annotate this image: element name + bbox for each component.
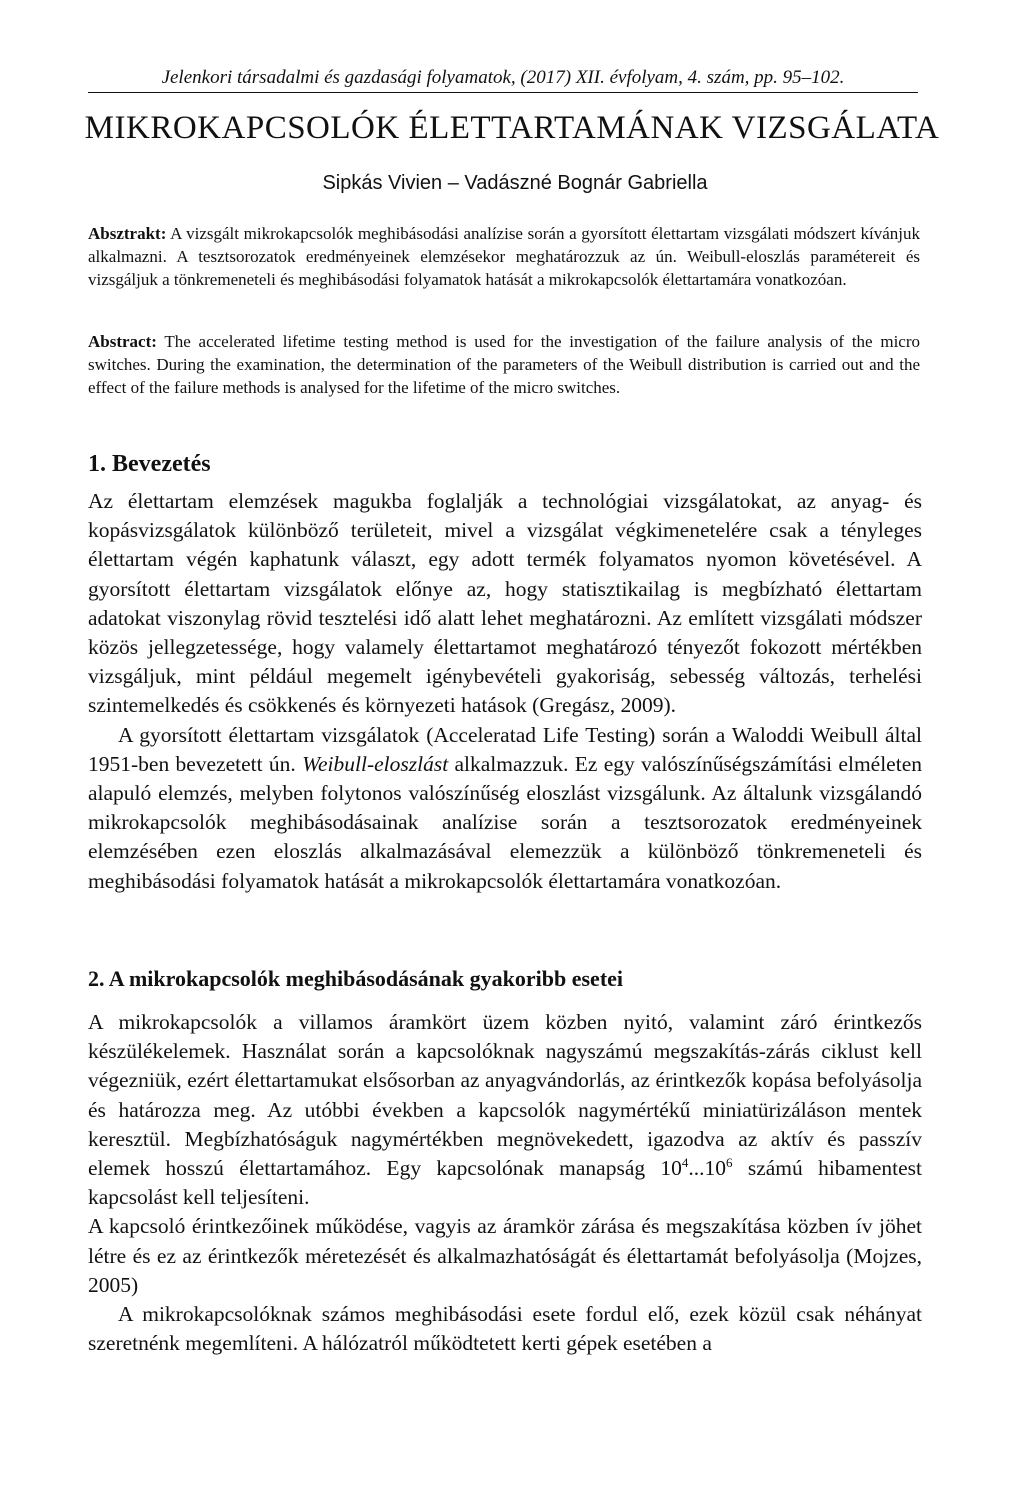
section-2-paragraph-1 — [88, 1008, 922, 1212]
weibull-term: Weibull-eloszlást — [302, 751, 449, 776]
section-2-body — [88, 1008, 922, 1358]
abstract-hungarian — [88, 222, 920, 291]
section-1-paragraph-2 — [88, 721, 922, 896]
section-2-p1-end: számú hibamentest kapcsolást kell teljesíteni. — [88, 1156, 922, 1210]
article-title: MIKROKAPCSOLÓK ÉLETTARTAMÁNAK VIZSGÁLATA — [84, 110, 940, 146]
range-ellipsis: ... — [688, 1156, 705, 1181]
abstract-en-label: Abstract: — [88, 332, 157, 351]
author-line: Sipkás Vivien – Vadászné Bognár Gabriella — [322, 172, 708, 194]
running-header: Jelenkori társadalmi és gazdasági folyamatok, (2017) XII. évfolyam, 4. szám, pp. 95–102. — [88, 66, 918, 93]
section-1-p2-end: alkalmazzuk. Ez egy valószínűségszámítási elméleten alapuló elemzés, melyben folytonos valószínűség eloszlást vizsgálunk. Az általunk vizsgálandó mikrokapcsolók meghibásodásainak analízise során a tesztsorozatok eredményeinek elemzésében ezen eloszlás alkalmazásával elemezzük a különböző tönkremeneteli és meghibásodási folyamatok hatását a mikrokapcsolók élettartamára vonatkozóan. — [88, 751, 922, 893]
abstract-hu-label: Absztrakt: — [88, 224, 167, 243]
section-1-p2-start: A gyorsított élettartam vizsgálatok (Acceleratad Life Testing) során a Waloddi Weibull által 1951-ben bevezetett ún. — [88, 722, 922, 776]
section-2-p1-start: A mikrokapcsolók a villamos áramkört üzem közben nyitó, valamint záró érintkezős készülékelemek. Használat során a kapcsolóknak nagyszámú megszakítás-zárás ciklust kell végezniük, ezért élettartamukat elsősorban az anyagvándorlás, az érintkezők kopása befolyásolja és határozza meg. Az utóbbi években a kapcsolók nagymértékű miniatürizáláson mentek keresztül. Megbízhatóságuk nagymértékben megnövekedett, igazodva az aktív és passzív elemek hosszú élettartamához. Egy kapcsolónak manapság — [88, 1010, 922, 1181]
section-1-heading: 1. Bevezetés — [88, 451, 211, 477]
section-2-paragraph-2: A kapcsoló érintkezőinek működése, vagyis az áramkör zárása és megszakítása közben ív jöhet létre és ez az érintkezők méretezését és alkalmazhatóságát és élettartamát befolyásolja (Mojzes, 2005) — [88, 1214, 922, 1297]
abstract-en-text: The accelerated lifetime testing method is used for the investigation of the failure analysis of the micro switches. During the examination, the determination of the parameters of the Weibull distribution is carried out and the effect of the failure methods is analysed for the lifetime of the micro switches. — [88, 332, 920, 397]
power-exponent-1: 4 — [681, 1154, 689, 1170]
power-exponent-2: 6 — [726, 1154, 733, 1170]
abstract-english — [88, 330, 920, 399]
section-1-body — [88, 487, 922, 896]
abstract-hu-text: A vizsgált mikrokapcsolók meghibásodási analízise során a gyorsított élettartam vizsgálati módszert kívánjuk alkalmazni. A tesztsorozatok eredményeinek elemzésekor meghatározzuk az ún. Weibull-eloszlás paramétereit és vizsgáljuk a tönkremeneteli és meghibásodási folyamatok hatását a mikrokapcsolók élettartamára vonatkozóan. — [88, 224, 920, 289]
section-2-heading: 2. A mikrokapcsolók meghibásodásának gyakoribb esetei — [88, 966, 624, 991]
power-base-1: 10 — [660, 1156, 682, 1181]
section-1-paragraph-1: Az élettartam elemzések magukba foglalják a technológiai vizsgálatokat, az anyag- és kopásvizsgálatok különböző területeit, mivel a vizsgálat végkimenetelére csak a tényleges élettartam végén kaphatunk választ, egy adott termék folyamatos nyomon követésével. A gyorsított élettartam vizsgálatok előnye az, hogy statisztikailag is megbízható élettartam adatokat viszonylag rövid tesztelési idő alatt lehet meghatározni. Az említett vizsgálati módszer közös jellegzetessége, hogy valamely élettartamot meghatározó tényezőt fokozott mértékben vizsgáljuk, mint például megemelt igénybevételi gyakoriság, sebesség változás, terhelési szintemelkedés és csökkenés és környezeti hatások (Gregász, 2009). — [88, 489, 922, 718]
power-base-2: 10 — [704, 1156, 727, 1181]
section-2-paragraph-3: A mikrokapcsolóknak számos meghibásodási esete fordul elő, ezek közül csak néhányat szeretnénk megemlíteni. A hálózatról működtetett kerti gépek esetében a — [88, 1302, 922, 1356]
